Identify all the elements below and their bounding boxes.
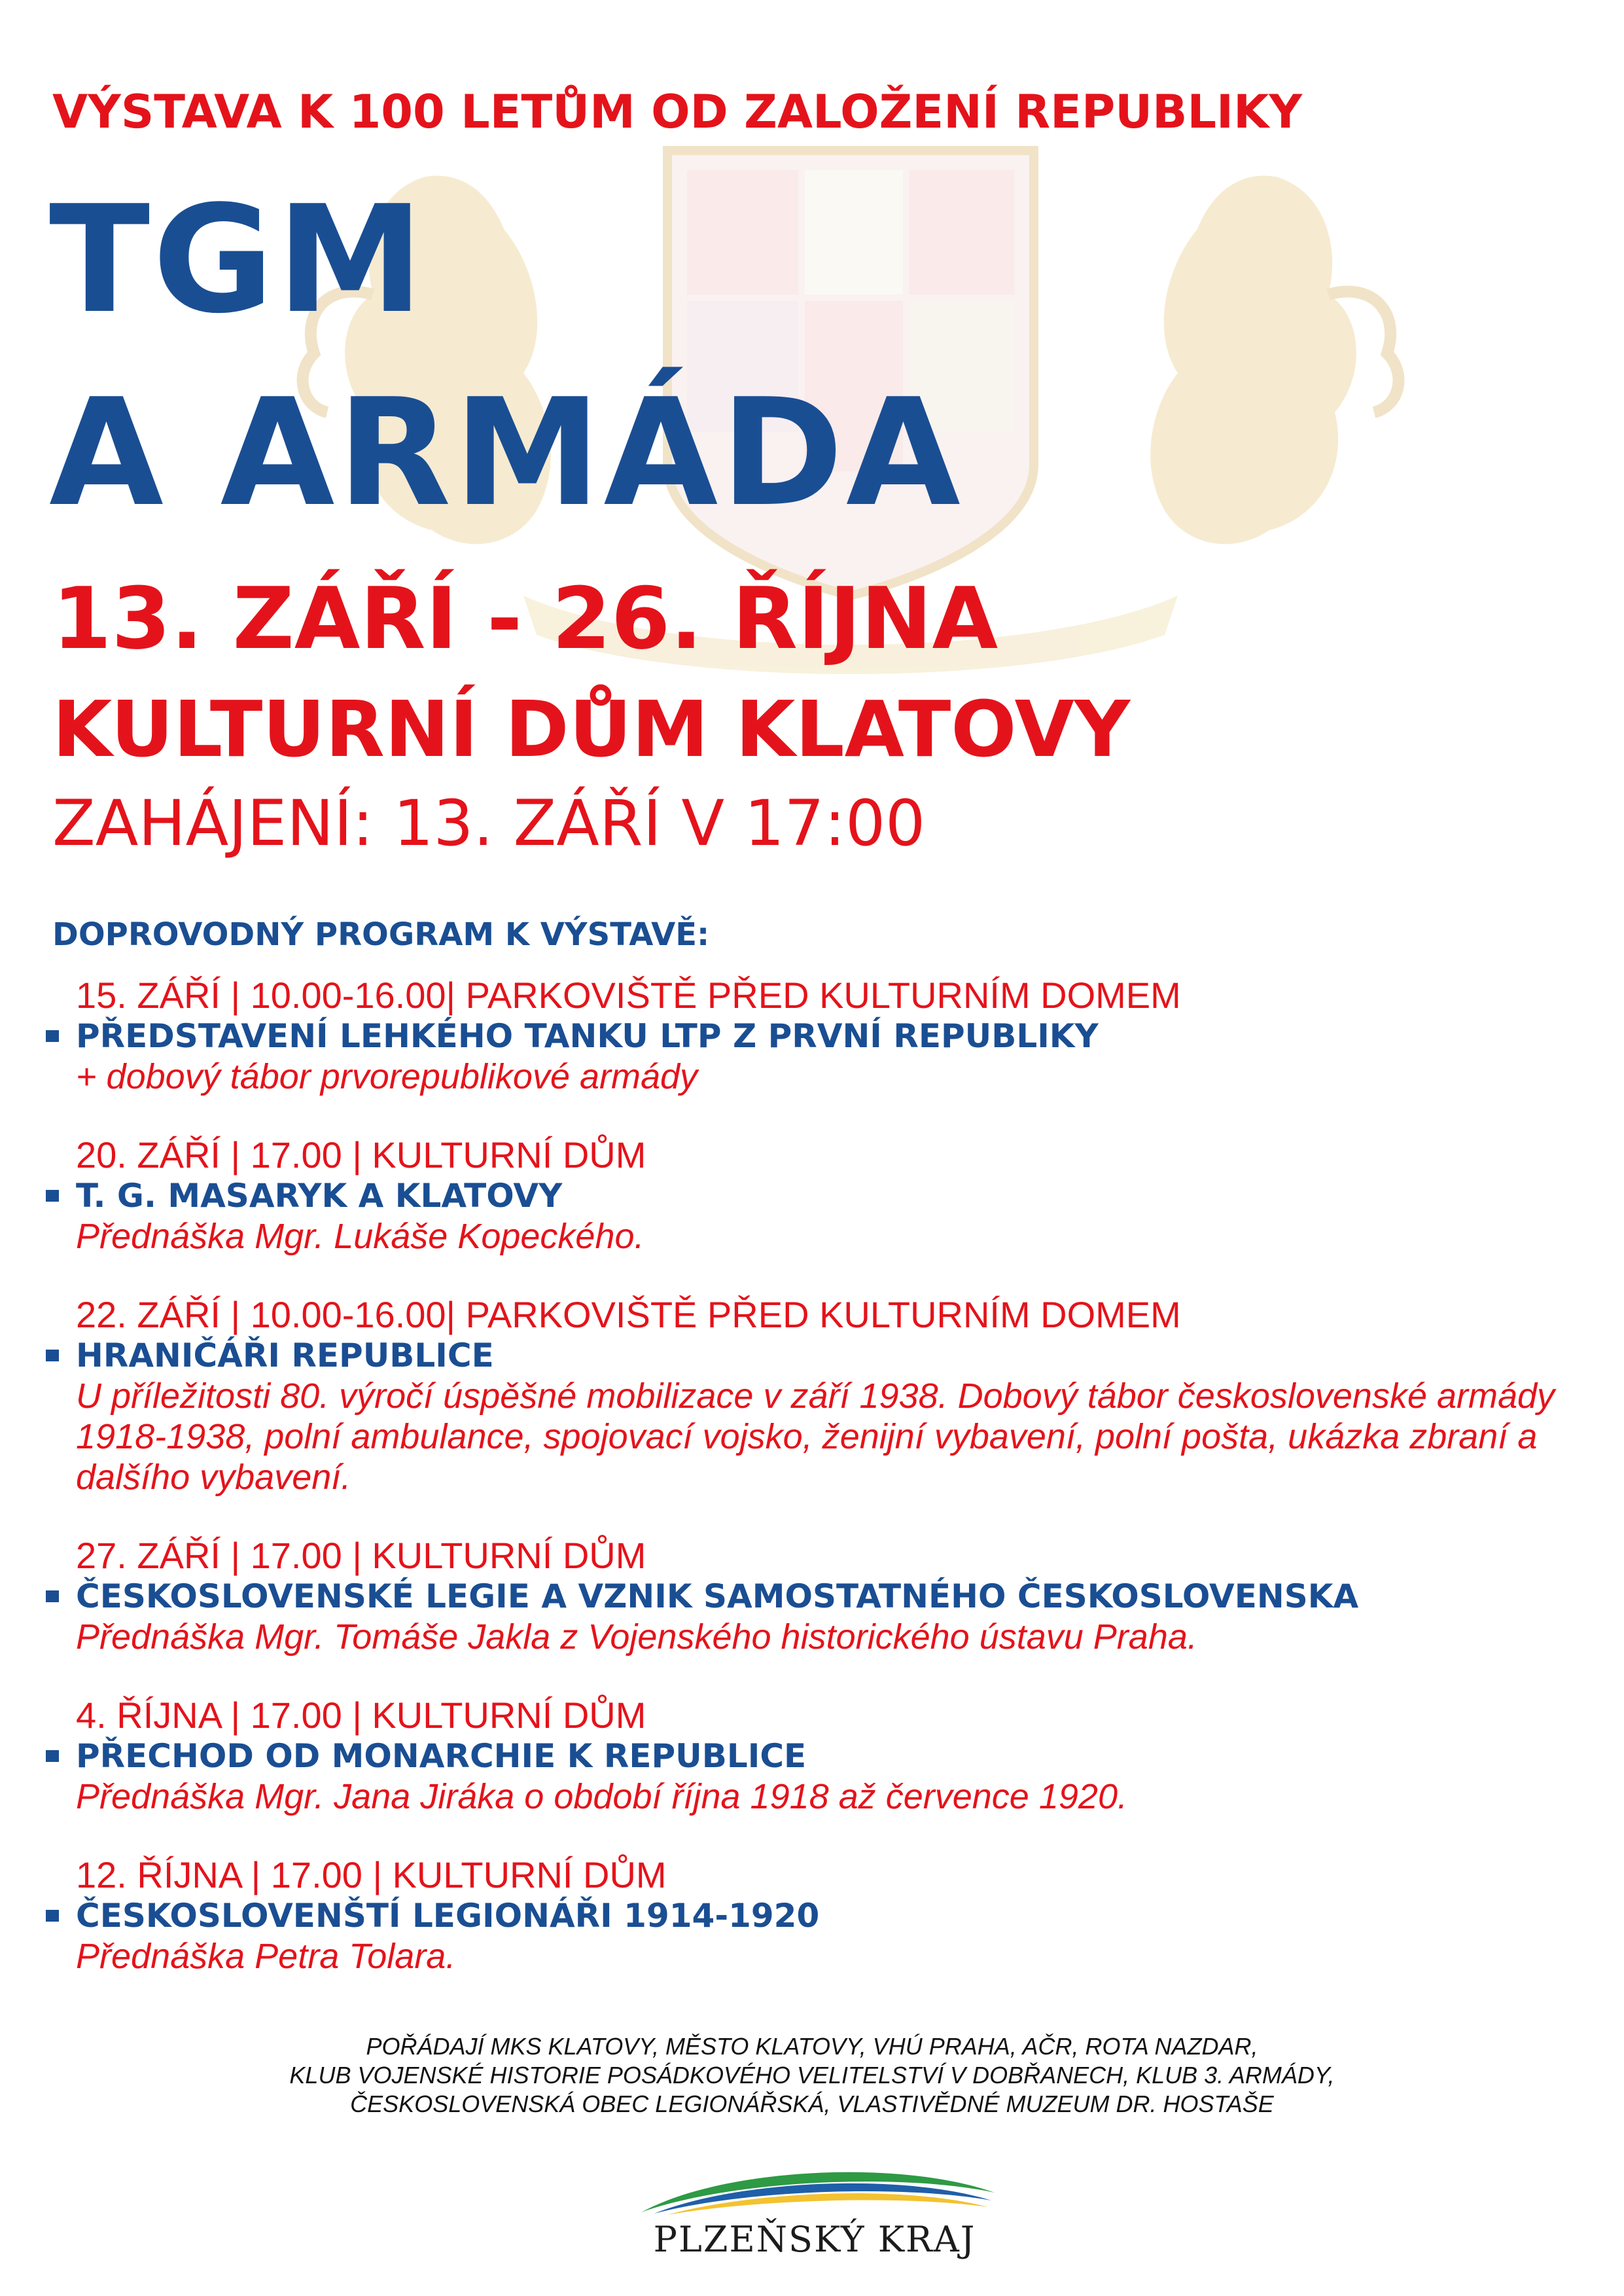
event-meta: 20. ZÁŘÍ | 17.00 | KULTURNÍ DŮM	[76, 1134, 646, 1175]
event-title-row	[76, 1016, 1590, 1056]
event-description: Přednáška Mgr. Tomáše Jakla z Vojenského historického ústavu Praha.	[76, 1617, 1197, 1657]
exhibition-subtitle: VÝSTAVA K 100 LETŮM OD ZALOŽENÍ REPUBLIKY	[52, 85, 1303, 139]
event-title-row	[76, 1335, 1590, 1376]
program-heading: DOPROVODNÝ PROGRAM K VÝSTAVĚ:	[52, 916, 710, 953]
event-title: PŘECHOD OD MONARCHIE K REPUBLICE	[76, 1737, 807, 1775]
event-title: HRANIČÁŘI REPUBLICE	[76, 1336, 494, 1374]
program-list	[46, 975, 1590, 2015]
event-meta: 15. ZÁŘÍ | 10.00-16.00| PARKOVIŠTĚ PŘED KULTURNÍM DOMEM	[76, 975, 1181, 1016]
title-line-2: A ARMÁDA	[49, 367, 963, 539]
title-line-1: TGM	[49, 174, 427, 346]
bullet-icon	[46, 1910, 59, 1922]
organizers-line: ČESKOSLOVENSKÁ OBEC LEGIONÁŘSKÁ, VLASTIVĚDNÉ MUZEUM DR. HOSTAŠE	[350, 2090, 1274, 2117]
bullet-icon	[46, 1590, 59, 1602]
event-title: T. G. MASARYK A KLATOVY	[76, 1177, 563, 1215]
event-description: U příležitosti 80. výročí úspěšné mobilizace v září 1938. Dobový tábor československé armády 1918-1938, polní ambulance, spojovací vojsko, ženijní vybavení, polní pošta, ukázka zbraní a dalšího vybavení.	[76, 1376, 1555, 1497]
event-title: PŘEDSTAVENÍ LEHKÉHO TANKU LTP Z PRVNÍ REPUBLIKY	[76, 1017, 1099, 1055]
event-meta: 4. ŘÍJNA | 17.00 | KULTURNÍ DŮM	[76, 1695, 646, 1736]
program-event	[46, 1695, 1590, 1817]
event-description: Přednáška Mgr. Lukáše Kopeckého.	[76, 1217, 644, 1256]
bullet-icon	[46, 1030, 59, 1042]
bullet-icon	[46, 1350, 59, 1361]
opening-time: ZAHÁJENÍ: 13. ZÁŘÍ V 17:00	[52, 787, 926, 860]
plzensky-kraj-logo	[628, 2153, 1001, 2258]
organizers-line: POŘÁDAJÍ MKS KLATOVY, MĚSTO KLATOVY, VHÚ PRAHA, AČR, ROTA NAZDAR,	[366, 2033, 1258, 2060]
program-event	[46, 1135, 1590, 1257]
bullet-icon	[46, 1190, 59, 1202]
event-title-row	[76, 1576, 1590, 1617]
exhibition-dates: 13. ZÁŘÍ - 26. ŘÍJNA	[52, 569, 998, 668]
event-description: + dobový tábor prvorepublikové armády	[76, 1057, 698, 1096]
event-title: ČESKOSLOVENŠTÍ LEGIONÁŘI 1914-1920	[76, 1897, 820, 1935]
logo-text: PLZEŇSKÝ KRAJ	[653, 2219, 976, 2260]
logo-swoosh-icon	[628, 2153, 1001, 2219]
organizers-line: KLUB VOJENSKÉ HISTORIE POSÁDKOVÉHO VELITELSTVÍ V DOBŘANECH, KLUB 3. ARMÁDY,	[289, 2062, 1335, 2089]
program-event	[46, 1535, 1590, 1657]
event-title-row	[76, 1175, 1590, 1216]
program-event	[46, 1295, 1590, 1498]
bullet-icon	[46, 1750, 59, 1762]
event-meta: 22. ZÁŘÍ | 10.00-16.00| PARKOVIŠTĚ PŘED KULTURNÍM DOMEM	[76, 1294, 1181, 1335]
program-event	[46, 1855, 1590, 1977]
event-description: Přednáška Petra Tolara.	[76, 1937, 456, 1976]
organizers-footer	[158, 2032, 1466, 2119]
event-meta: 27. ZÁŘÍ | 17.00 | KULTURNÍ DŮM	[76, 1535, 646, 1576]
event-description: Přednáška Mgr. Jana Jiráka o období října 1918 až července 1920.	[76, 1777, 1127, 1816]
exhibition-venue: KULTURNÍ DŮM KLATOVY	[52, 684, 1131, 774]
event-title-row	[76, 1736, 1590, 1776]
event-meta: 12. ŘÍJNA | 17.00 | KULTURNÍ DŮM	[76, 1854, 667, 1895]
program-event	[46, 975, 1590, 1097]
event-title-row	[76, 1895, 1590, 1936]
event-title: ČESKOSLOVENSKÉ LEGIE A VZNIK SAMOSTATNÉHO ČESKOSLOVENSKA	[76, 1577, 1359, 1615]
